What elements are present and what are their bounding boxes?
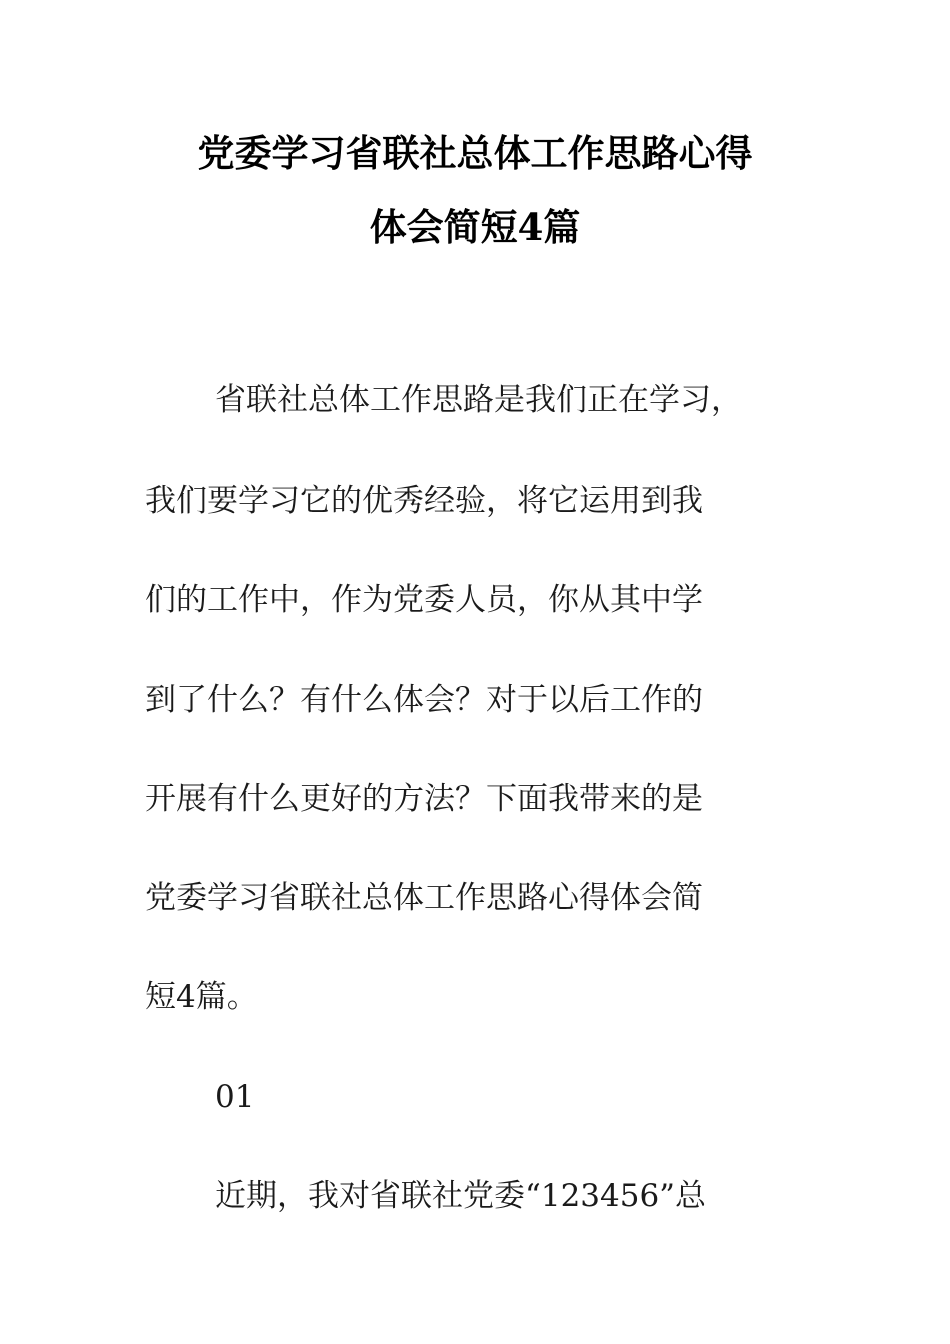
intro-paragraph-line-3: 们的工作中，作为党委人员，你从其中学 [145, 582, 703, 618]
intro-paragraph-line-4: 到了什么？有什么体会？对于以后工作的 [145, 682, 703, 718]
document-title-line-2: 体会简短4篇 [369, 205, 581, 249]
intro-paragraph-line-1: 省联社总体工作思路是我们正在学习， [215, 382, 742, 418]
section-paragraph-line-1: 近期，我对省联社党委“123456”总 [215, 1178, 707, 1214]
intro-paragraph-line-2: 我们要学习它的优秀经验，将它运用到我 [145, 483, 703, 519]
document-title-line-1: 党委学习省联社总体工作思路心得 [197, 131, 753, 175]
intro-paragraph-line-6: 党委学习省联社总体工作思路心得体会简 [145, 880, 703, 916]
section-number: 01 [215, 1079, 255, 1115]
intro-paragraph-line-7: 短4篇。 [145, 979, 258, 1015]
intro-paragraph-line-5: 开展有什么更好的方法？下面我带来的是 [145, 781, 703, 817]
